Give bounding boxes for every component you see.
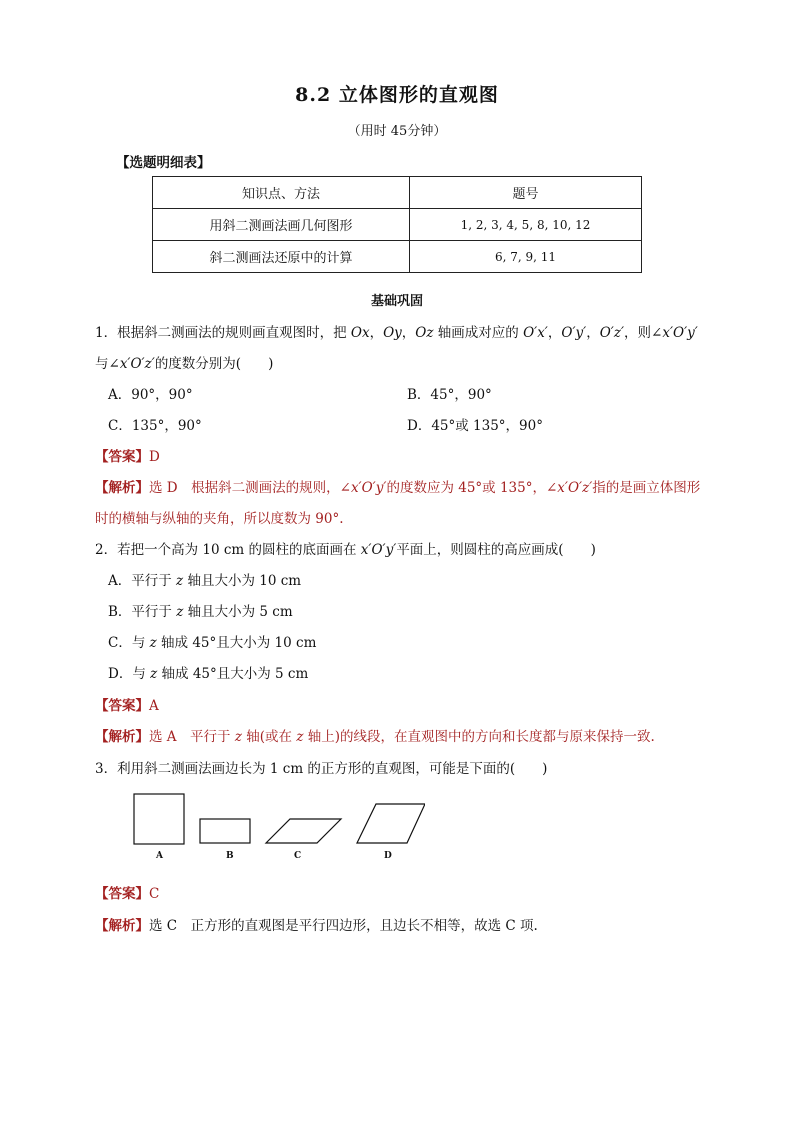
q3-answer: 【答案】C — [95, 886, 160, 902]
q3-stem: 3．利用斜二测画法画边长为 1 cm 的正方形的直观图，可能是下面的( ) — [95, 761, 548, 777]
q1-analysis-line2: 时的横轴与纵轴的夹角，所以度数为 90°. — [95, 511, 344, 527]
q1-option-c: C．135°，90° — [108, 418, 202, 434]
figure-label-c: C — [294, 851, 302, 861]
q3-analysis: 【解析】选 C 正方形的直观图是平行四边形，且边长不相等，故选 C 项. — [95, 918, 538, 934]
q2-option-a: A．平行于 z 轴且大小为 10 cm — [108, 573, 302, 589]
table-header-cell: 题号 — [410, 177, 642, 209]
figure-c-parallelogram — [266, 819, 341, 843]
section-title: 基础巩固 — [370, 294, 423, 309]
q2-option-b: B．平行于 z 轴且大小为 5 cm — [108, 604, 293, 620]
table-row — [153, 241, 642, 273]
q2-analysis: 【解析】选 A 平行于 z 轴(或在 z 轴上)的线段，在直观图中的方向和长度都与原来保持一致. — [95, 729, 655, 745]
q1-stem-line2: 与∠x′O′z′的度数分别为( ) — [95, 356, 274, 372]
q2-stem: 2．若把一个高为 10 cm 的圆柱的底面画在 x′O′y′平面上，则圆柱的高应画成( ) — [95, 542, 596, 558]
table-cell: 6, 7, 9, 11 — [410, 241, 642, 273]
figure-d-parallelogram — [357, 804, 425, 843]
figure-label-d: D — [384, 851, 392, 861]
table-header-cell: 知识点、方法 — [153, 177, 410, 209]
q1-analysis-line1: 【解析】选 D 根据斜二测画法的规则，∠x′O′y′的度数应为 45°或 135°，∠x′O′z′指的是画立体图形 — [95, 480, 701, 496]
figure-a-square — [134, 794, 184, 844]
figure-label-b: B — [226, 851, 234, 861]
table-header-row — [153, 177, 642, 209]
figure-b-rectangle — [200, 819, 250, 843]
table-cell: 斜二测画法还原中的计算 — [153, 241, 410, 273]
page-title: 8.2 立体图形的直观图 — [295, 84, 499, 106]
q2-option-d: D．与 z 轴成 45°且大小为 5 cm — [108, 666, 309, 682]
table-heading: 【选题明细表】 — [116, 155, 211, 171]
q3-figure — [125, 788, 425, 872]
q1-stem-line1: 1．根据斜二测画法的规则画直观图时，把 Ox，Oy，Oz 轴画成对应的 O′x′，O′y′，O′z′，则∠x′O′y′ — [95, 325, 698, 341]
table-cell: 用斜二测画法画几何图形 — [153, 209, 410, 241]
q2-answer: 【答案】A — [95, 698, 159, 714]
table-row — [153, 209, 642, 241]
table-cell: 1, 2, 3, 4, 5, 8, 10, 12 — [410, 209, 642, 241]
topic-table — [152, 176, 642, 273]
q2-option-c: C．与 z 轴成 45°且大小为 10 cm — [108, 635, 317, 651]
q1-answer: 【答案】D — [95, 449, 160, 465]
page-subtitle: （用时 45分钟） — [347, 124, 447, 139]
q1-option-d: D．45°或 135°，90° — [407, 418, 543, 434]
figure-label-a: A — [156, 851, 163, 861]
q3-figure-svg — [125, 788, 425, 868]
q1-option-a: A．90°，90° — [108, 387, 193, 403]
q1-option-b: B．45°，90° — [407, 387, 492, 403]
